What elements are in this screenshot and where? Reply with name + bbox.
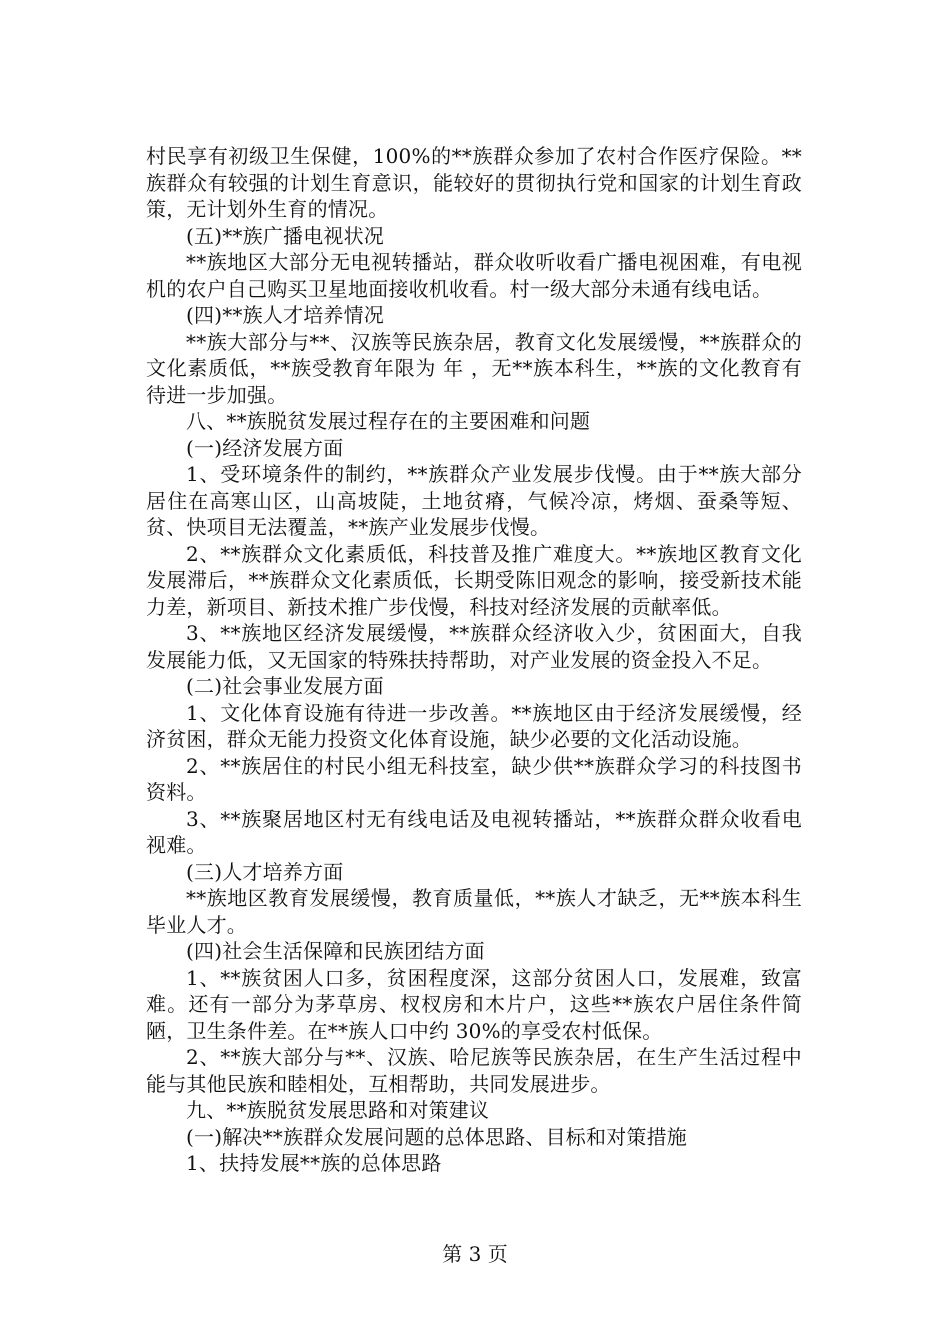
paragraph: 2、**族大部分与**、汉族、哈尼族等民族杂居，在生产生活过程中能与其他民族和睦相处，互相帮助，共同发展进步。 [146, 1045, 802, 1096]
paragraph: 1、**族贫困人口多，贫困程度深，这部分贫困人口，发展难，致富难。还有一部分为茅草房、杈杈房和木片户，这些**族农户居住条件简陋，卫生条件差。在**族人口中约 30%的享受农村低保。 [146, 965, 802, 1043]
section-heading: (四)**族人才培养情况 [186, 303, 385, 327]
paragraph: 2、**族居住的村民小组无科技室，缺少供**族群众学习的科技图书资料。 [146, 753, 802, 804]
document-body [146, 143, 802, 1177]
paragraph: 3、**族聚居地区村无有线电话及电视转播站，**族群众群众收看电视难。 [146, 806, 802, 857]
paragraph: **族大部分与**、汉族等民族杂居，教育文化发展缓慢，**族群众的文化素质低，**族受教育年限为 年 ，无**族本科生，**族的文化教育有待进一步加强。 [146, 329, 802, 407]
chapter-heading: 八、**族脱贫发展过程存在的主要困难和问题 [186, 409, 591, 433]
page-number: 第 3 页 [442, 1242, 508, 1266]
section-heading: (二)社会事业发展方面 [186, 674, 384, 698]
paragraph: **族地区大部分无电视转播站，群众收听收看广播电视困难，有电视机的农户自己购买卫星地面接收机收看。村一级大部分未通有线电话。 [146, 250, 802, 301]
section-heading: (一)经济发展方面 [186, 435, 344, 460]
paragraph: 1、扶持发展**族的总体思路 [186, 1151, 442, 1175]
section-heading: (一)解决**族群众发展问题的总体思路、目标和对策措施 [186, 1124, 688, 1149]
section-heading: (三)人才培养方面 [186, 859, 344, 884]
paragraph: 2、**族群众文化素质低，科技普及推广难度大。**族地区教育文化发展滞后，**族群众文化素质低，长期受陈旧观念的影响，接受新技术能力差，新项目、新技术推广步伐慢，科技对经济发展的贡献率低。 [146, 541, 802, 619]
paragraph: 1、文化体育设施有待进一步改善。**族地区由于经济发展缓慢，经济贫困，群众无能力投资文化体育设施，缺少必要的文化活动设施。 [146, 700, 802, 751]
chapter-heading: 九、**族脱贫发展思路和对策建议 [186, 1098, 490, 1122]
paragraph: **族地区教育发展缓慢，教育质量低，**族人才缺乏，无**族本科生毕业人才。 [146, 886, 802, 937]
paragraph: 1、受环境条件的制约，**族群众产业发展步伐慢。由于**族大部分居住在高寒山区，山高坡陡，土地贫瘠，气候冷凉，烤烟、蚕桑等短、贫、快项目无法覆盖，**族产业发展步伐慢。 [146, 462, 802, 539]
section-heading: (四)社会生活保障和民族团结方面 [186, 939, 485, 963]
section-heading: (五)**族广播电视状况 [186, 223, 385, 248]
paragraph: 村民享有初级卫生保健，100%的**族群众参加了农村合作医疗保险。**族群众有较强的计划生育意识，能较好的贯彻执行党和国家的计划生育政策，无计划外生育的情况。 [146, 144, 802, 221]
paragraph: 3、**族地区经济发展缓慢，**族群众经济收入少，贫困面大，自我发展能力低，又无国家的特殊扶持帮助，对产业发展的资金投入不足。 [146, 621, 802, 672]
